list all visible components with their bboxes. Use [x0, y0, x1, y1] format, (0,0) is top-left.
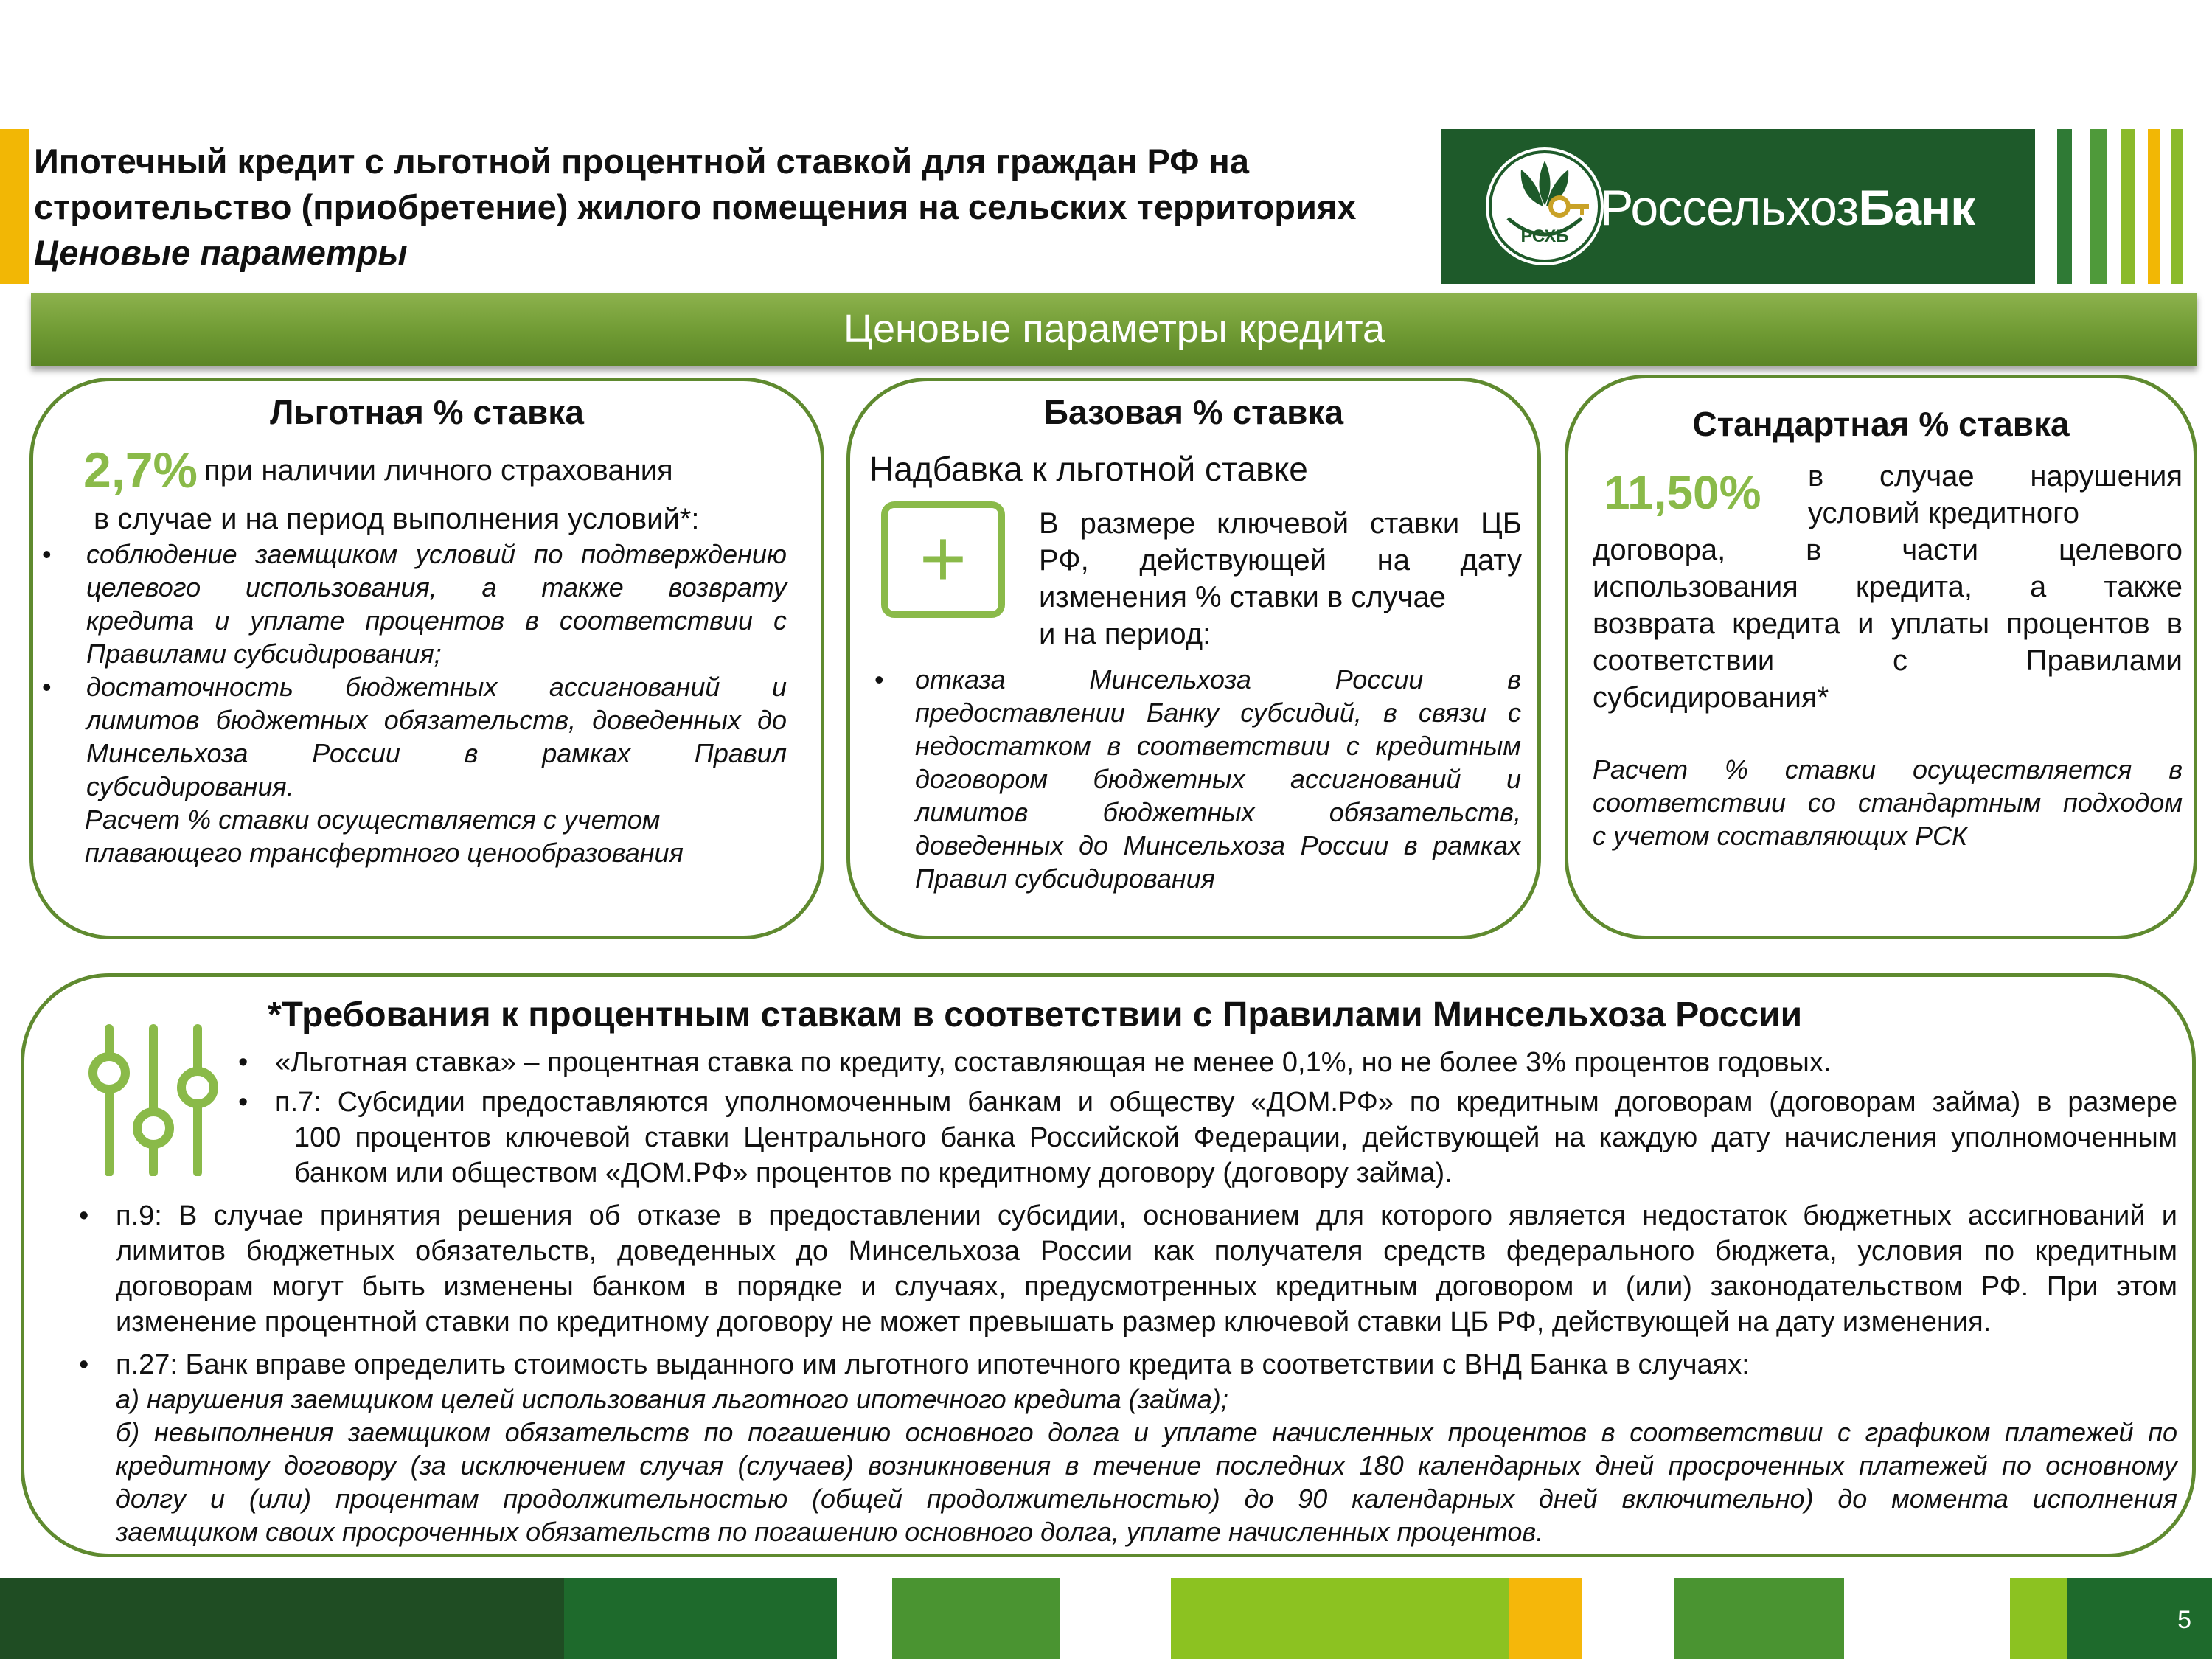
- brand-stripe: [2121, 129, 2135, 284]
- bullet-line: лимитов бюджетных обязательств,: [915, 797, 1521, 827]
- bullet-line: кредита и уплате процентов в соответствии с: [86, 605, 787, 636]
- brand-stripe: [2009, 129, 2035, 284]
- footer-stripe: [1844, 1578, 2010, 1659]
- logo-letters: РСХБ: [1520, 226, 1569, 246]
- requirement-line: кредитному договору (за исключением случая (случаев) возникновения в течение последних 180 календарных дней просроченных платежей по основному: [116, 1450, 2177, 1481]
- base-rate-bullet: [874, 663, 1521, 895]
- requirement-line: п.7: Субсидии предоставляются уполномоченным банкам и обществу «ДОМ.РФ» по кредитным договорам (договорам займа) в размере: [275, 1087, 2177, 1118]
- requirement-line: банком или обществом «ДОМ.РФ» процентов по кредитному договору (договору займа).: [294, 1158, 1453, 1189]
- footer-stripe: [0, 1578, 564, 1659]
- desc-line: условий кредитного: [1808, 497, 2080, 529]
- desc-line: возврата кредита и уплаты процентов в: [1593, 608, 2183, 640]
- desc-line: соответствии с Правилами: [1593, 644, 2183, 677]
- bullet-line: соблюдение заемщиком условий по подтверждению: [86, 539, 787, 569]
- bullet-line: отказа Минсельхоза России в: [915, 664, 1521, 695]
- plus-icon: [881, 501, 1005, 618]
- requirement-item-2: [238, 1085, 2177, 1191]
- desc-line: в случае нарушения: [1808, 460, 2183, 493]
- page-number: 5: [2177, 1606, 2191, 1634]
- page-subtitle: Ценовые параметры: [34, 233, 408, 272]
- requirement-line: договорам могут быть изменены банком в порядке и случаях, предусмотренных кредитным договором и (или) законодательством РФ. При этом: [116, 1271, 2177, 1302]
- section-banner: [31, 293, 2197, 366]
- footer-stripe: [1060, 1578, 1171, 1659]
- requirement-line: «Льготная ставка» – процентная ставка по кредиту, составляющая не менее 0,1%, но не более 3% процентов годовых.: [275, 1047, 1832, 1078]
- requirements-title: *Требования к процентным ставкам в соответствии с Правилами Минсельхоза России: [268, 995, 1803, 1034]
- bullet-line: договором бюджетных ассигнований и: [915, 764, 1521, 794]
- desc-line: В размере ключевой ставки ЦБ: [1039, 507, 1522, 540]
- footer-stripe: [1674, 1578, 1844, 1659]
- brand-stripe: [2160, 129, 2171, 284]
- bullet-line: недостатком в соответствии с кредитным: [915, 731, 1521, 761]
- bullet-dot: •: [79, 1200, 89, 1231]
- bullet-dot: •: [79, 1349, 89, 1380]
- desc-line: и на период:: [1039, 618, 1211, 650]
- condition-bullet-2: [42, 670, 787, 803]
- footer-stripe: [564, 1578, 837, 1659]
- footer-stripe: [1582, 1578, 1674, 1659]
- bullet-dot: •: [42, 539, 52, 569]
- title-line-1: Ипотечный кредит с льготной процентной ставкой для граждан РФ на: [34, 142, 1249, 181]
- requirement-line: долгу и (или) процентам продолжительностью (общей продолжительностью) до 90 календарных дней включительно) до момента исполнения: [116, 1484, 2177, 1514]
- calc-line: Расчет % ставки осуществляется с учетом: [85, 804, 661, 835]
- requirement-item-1: [238, 1045, 2177, 1080]
- requirement-line: изменение процентной ставки по кредитному договору не может превышать размер ключевой ставки ЦБ РФ, действующей на дату изменения.: [116, 1307, 1992, 1338]
- brand-stripe: [2183, 129, 2212, 284]
- desc-line: договора, в части целевого: [1593, 534, 2183, 566]
- brand-stripe: [2057, 129, 2072, 284]
- requirement-line: 100 процентов ключевой ставки Центрального банка Российской Федерации, действующей на каждую дату начисления уполномоченным: [294, 1122, 2177, 1153]
- requirement-line: а) нарушения заемщиком целей использования льготного ипотечного кредита (займа);: [116, 1384, 1228, 1414]
- brand-name: [1600, 179, 1975, 237]
- bullet-dot: •: [238, 1087, 248, 1118]
- brand-name-part2: Банк: [1858, 180, 1975, 236]
- brand-stripe: [2171, 129, 2183, 284]
- requirement-line: заемщиком своих просроченных обязательств по погашению основного долга, уплате начисленных процентов.: [116, 1517, 1544, 1547]
- bullet-line: достаточность бюджетных ассигнований и: [86, 672, 787, 702]
- preferential-rate-note: при наличии личного страхования: [204, 454, 673, 487]
- plus-symbol: +: [919, 513, 967, 604]
- requirement-line: п.9: В случае принятия решения об отказе в предоставлении субсидии, основанием для которого является недостаток бюджетных ассигнований и: [116, 1200, 2177, 1231]
- bullet-dot: •: [238, 1047, 248, 1078]
- conditions-intro: в случае и на период выполнения условий*:: [94, 503, 700, 535]
- footer-stripe: [1171, 1578, 1509, 1659]
- footer-stripe: [1509, 1578, 1582, 1659]
- requirement-line: п.27: Банк вправе определить стоимость выданного им льготного ипотечного кредита в соответствии с ВНД Банка в случаях:: [116, 1349, 1750, 1380]
- header-accent-bar: [0, 129, 29, 284]
- requirement-item-4: [79, 1347, 2177, 1548]
- bullet-line: целевого использования, а также возврату: [86, 572, 787, 602]
- brand-stripe: [2035, 129, 2057, 284]
- calc-line: Расчет % ставки осуществляется в: [1593, 754, 2183, 785]
- bullet-line: предоставлении Банку субсидий, в связи с: [915, 698, 1521, 728]
- bullet-line: доведенных до Минсельхоза России в рамках: [915, 830, 1521, 860]
- preferential-calc-note: [85, 803, 785, 869]
- brand-name-part1: Россельхоз: [1600, 180, 1859, 236]
- standard-rate-desc: [1593, 532, 2183, 716]
- desc-line: РФ, действующей на дату: [1039, 544, 1522, 577]
- bullet-dot: •: [874, 664, 884, 695]
- footer-stripe: [892, 1578, 1060, 1659]
- bullet-line: Правилами субсидирования;: [86, 639, 442, 669]
- bullet-dot: •: [42, 672, 52, 702]
- footer-stripe: [2010, 1578, 2067, 1659]
- brand-stripe: [2090, 129, 2107, 284]
- brand-stripe: [2107, 129, 2121, 284]
- base-rate-title: Базовая % ставка: [1043, 393, 1344, 431]
- standard-rate-value: 11,50%: [1604, 466, 1761, 519]
- bullet-line: субсидирования.: [86, 771, 294, 801]
- brand-block: [1441, 129, 2212, 284]
- preferential-rate-value: 2,7%: [83, 442, 198, 498]
- requirements-box: [21, 973, 2196, 1557]
- requirement-line: лимитов бюджетных обязательств, доведенных до Минсельхоза России как получателя средств федерального бюджета, условия по кредитным: [116, 1236, 2177, 1267]
- requirement-item-3: [79, 1198, 2177, 1340]
- bullet-line: Правил субсидирования: [915, 863, 1215, 894]
- base-rate-card: [846, 378, 1541, 939]
- logo-icon: [1486, 147, 1604, 265]
- standard-rate-card: [1565, 375, 2197, 939]
- preferential-rate-title: Льготная % ставка: [270, 393, 584, 431]
- calc-line: с учетом составляющих РСК: [1593, 821, 1968, 851]
- brand-stripe: [2072, 129, 2090, 284]
- brand-stripe: [2148, 129, 2160, 284]
- requirement-line: б) невыполнения заемщиком обязательств по погашению основного долга и уплате начисленных процентов в соответствии с графиком платежей по: [116, 1417, 2177, 1447]
- brand-stripe: [2135, 129, 2148, 284]
- standard-rate-title: Стандартная % ставка: [1692, 405, 2070, 443]
- sliders-icon: [76, 1021, 231, 1176]
- desc-line: субсидирования*: [1593, 681, 1829, 714]
- bullet-line: Минсельхоза России в рамках Правил: [86, 738, 787, 768]
- title-line-2: строительство (приобретение) жилого помещения на сельских территориях: [34, 187, 1357, 226]
- banner-title: Ценовые параметры кредита: [844, 307, 1385, 351]
- calc-line: плавающего трансфертного ценообразования: [85, 838, 684, 868]
- calc-line: соответствии со стандартным подходом: [1593, 787, 2183, 818]
- standard-rate-desc-top: [1808, 458, 2183, 532]
- desc-line: использования кредита, а также: [1593, 571, 2183, 603]
- condition-bullet-1: [42, 538, 787, 670]
- base-rate-subtitle: Надбавка к льготной ставке: [869, 450, 1308, 488]
- page-title: [34, 139, 1450, 276]
- desc-line: изменения % ставки в случае: [1039, 581, 1447, 613]
- bullet-line: лимитов бюджетных обязательств, доведенных до: [86, 705, 787, 735]
- footer-stripe: [837, 1578, 892, 1659]
- base-rate-description: [1039, 505, 1522, 653]
- standard-calc-note: [1593, 753, 2183, 852]
- preferential-rate-card: [29, 378, 824, 939]
